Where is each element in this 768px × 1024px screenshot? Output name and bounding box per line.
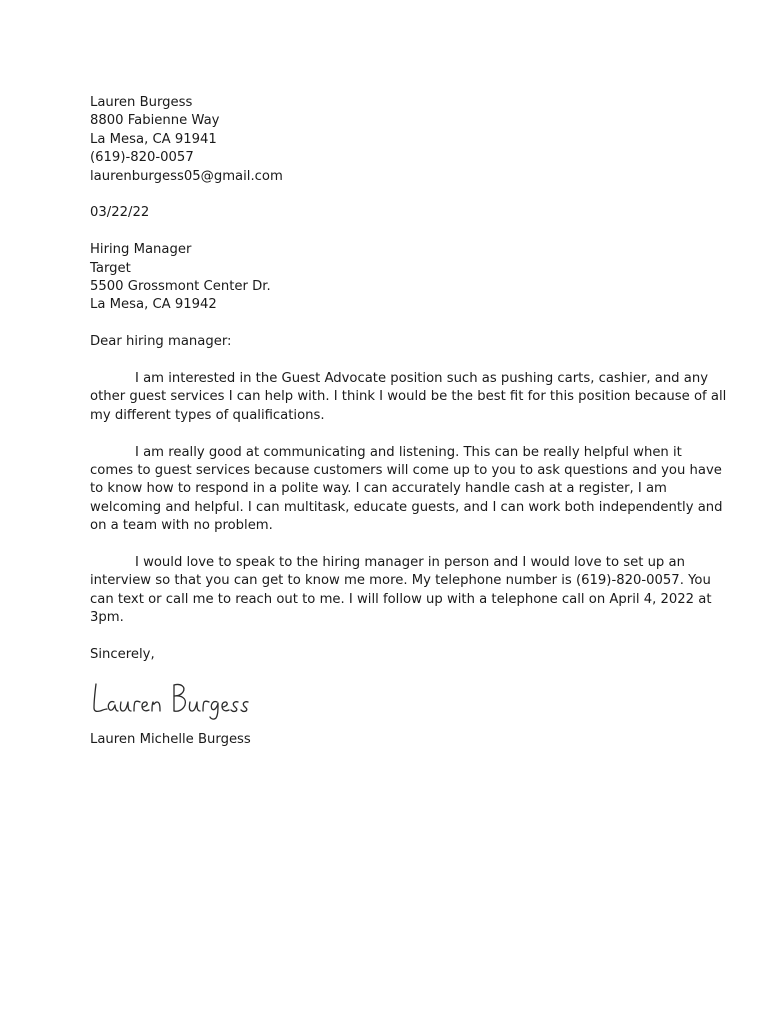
recipient-company: Target (90, 260, 131, 276)
paragraph-line: I am interested in the Guest Advocate position such as pushing carts, cashier, and any (135, 371, 708, 387)
handwritten-signature (90, 678, 290, 720)
sender-name: Lauren Burgess (90, 95, 193, 110)
paragraph-line: to know how to respond in a polite way. I can accurately handle cash at a register, I am (90, 481, 667, 497)
paragraph-interest (90, 370, 727, 425)
spacer (90, 315, 680, 333)
letter-body (90, 94, 727, 664)
sender-city: La Mesa, CA 91941 (90, 131, 217, 147)
paragraph-line: other guest services I can help with. I think I would be the best fit for this position because of all (90, 389, 727, 405)
paragraph-line: on a team with no problem. (90, 518, 273, 534)
recipient-title: Hiring Manager (90, 242, 192, 258)
paragraph-line: comes to guest services because customers will come up to you to ask questions and you have (90, 463, 722, 479)
paragraph-line: I am really good at communicating and listening. This can be really helpful when it (135, 444, 682, 460)
paragraph-line: I would love to speak to the hiring manager in person and I would love to set up an (135, 555, 685, 571)
letter-date: 03/22/22 (90, 205, 150, 221)
sender-email: laurenburgess05@gmail.com (90, 168, 283, 184)
paragraph-skills (90, 444, 723, 536)
paragraph-line: interview so that you can get to know me more. My telephone number is (619)-820-0057. You (90, 573, 711, 589)
recipient-city: La Mesa, CA 91942 (90, 297, 217, 313)
spacer (90, 186, 680, 204)
sender-street: 8800 Fabienne Way (90, 113, 220, 129)
sender-address (90, 94, 680, 186)
paragraph-line: welcoming and helpful. I can multitask, educate guests, and I can work both independently and (90, 499, 723, 515)
recipient-address (90, 241, 680, 315)
spacer (90, 628, 680, 646)
sender-phone: (619)-820-0057 (90, 150, 194, 166)
paragraph-line: my different types of qualifications. (90, 407, 325, 423)
spacer (90, 425, 680, 443)
paragraph-contact (90, 554, 712, 628)
spacer (90, 536, 680, 554)
paragraph-line: can text or call me to reach out to me. I will follow up with a telephone call on April 4, 2022 at (90, 591, 712, 607)
closing: Sincerely, (90, 647, 155, 663)
salutation: Dear hiring manager: (90, 334, 232, 350)
printed-name: Lauren Michelle Burgess (90, 732, 251, 747)
spacer (90, 352, 680, 370)
paragraph-line: 3pm. (90, 610, 124, 626)
spacer (90, 223, 680, 241)
recipient-street: 5500 Grossmont Center Dr. (90, 279, 271, 295)
